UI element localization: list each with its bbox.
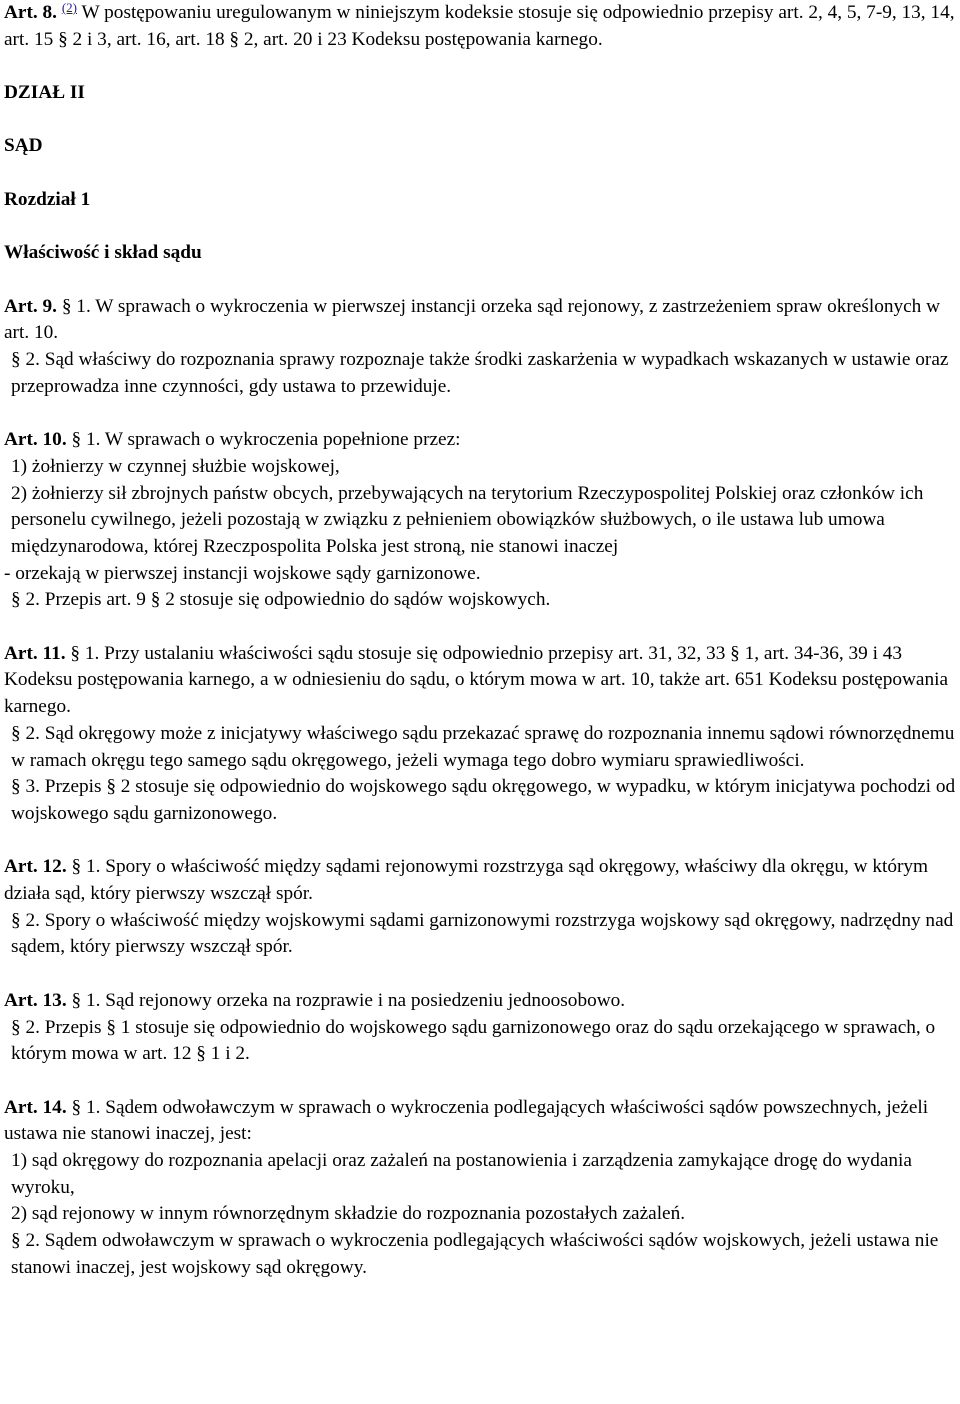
paragraph-3: § 3. Przepis § 2 stosuje się odpowiednio do wojskowego sądu okręgowego, w wypadku, w którym inicjatywa pochodzi od wojskowego sądu garnizonowego. xyxy=(11,776,956,824)
paragraph-2: § 2. Przepis art. 9 § 2 stosuje się odpowiednio do sądów wojskowych. xyxy=(11,589,551,611)
paragraph-1: § 1. W sprawach o wykroczenia popełnione przez: xyxy=(66,429,461,451)
paragraph-1: § 1. Sądem odwoławczym w sprawach o wykroczenia podlegających właściwości sądów powszechnych, jeżeli ustawa nie stanowi inaczej, jest: xyxy=(4,1096,929,1145)
closing-clause: - orzekają w pierwszej instancji wojskowe sądy garnizonowe. xyxy=(4,562,481,584)
paragraph-2: § 2. Sąd właściwy do rozpoznania sprawy rozpoznaje także środki zaskarżenia w wypadkach wskazanych w ustawie oraz przeprowadza inne czynności, gdy ustawa to przewiduje. xyxy=(11,349,949,397)
article-text: W postępowaniu uregulowanym w niniejszym kodeksie stosuje się odpowiednio przepisy art. 2, 4, 5, 7-9, 13, 14, art. 15 § 2 i 3, art. 16, art. 18 § 2, art. 20 i 23 Kodeksu postępowania karnego. xyxy=(4,2,955,50)
article-14 xyxy=(4,1095,956,1148)
paragraph-2: § 2. Sądem odwoławczym w sprawach o wykroczenia podlegających właściwości sądów wojskowych, jeżeli ustawa nie stanowi inaczej, jest wojskowy sąd okręgowy. xyxy=(11,1230,939,1278)
part-heading: SĄD xyxy=(4,135,43,157)
paragraph-1: § 1. Przy ustalaniu właściwości sądu stosuje się odpowiednio przepisy art. 31, 32, 33 § 1, art. 34-36, 39 i 43 Kodeksu postępowania karnego, a w odniesieniu do sądu, o którym mowa w art. 10, także art. 651 Kodeksu postępowania karnego. xyxy=(4,642,949,718)
chapter-title: Właściwość i skład sądu xyxy=(4,242,202,264)
list-item-2: 2) sąd rejonowy w innym równorzędnym składzie do rozpoznania pozostałych zażaleń. xyxy=(11,1203,686,1225)
article-9 xyxy=(4,294,956,347)
list-item-1: 1) żołnierzy w czynnej służbie wojskowej, xyxy=(11,455,340,477)
paragraph-1: § 1. Sąd rejonowy orzeka na rozprawie i na posiedzeniu jednoosobowo. xyxy=(66,989,626,1011)
chapter-heading: Rozdział 1 xyxy=(4,188,91,210)
paragraph-1: § 1. Spory o właściwość między sądami rejonowymi rozstrzyga sąd okręgowy, właściwy dla okręgu, w którym działa sąd, który pierwszy wszczął spór. xyxy=(4,856,929,905)
article-label: Art. 9. xyxy=(4,295,58,317)
paragraph-2: § 2. Spory o właściwość między wojskowymi sądami garnizonowymi rozstrzyga wojskowy sąd okręgowy, nadrzędny nad sądem, który pierwszy wszczął spór. xyxy=(11,909,954,958)
article-13 xyxy=(4,988,956,1015)
article-11 xyxy=(4,641,956,721)
paragraph-2: § 2. Przepis § 1 stosuje się odpowiednio do wojskowego sądu garnizonowego oraz do sądu orzekającego w sprawach, o którym mowa w art. 12 § 1 i 2. xyxy=(11,1016,936,1065)
article-label: Art. 8. xyxy=(4,2,58,23)
paragraph-1: § 1. W sprawach o wykroczenia w pierwszej instancji orzeka sąd rejonowy, z zastrzeżeniem spraw określonych w art. 10. xyxy=(4,295,941,344)
article-label: Art. 10. xyxy=(4,429,67,451)
article-label: Art. 12. xyxy=(4,856,67,878)
list-item-1: 1) sąd okręgowy do rozpoznania apelacji oraz zażaleń na postanowienia i zarządzenia zamykające drogę do wydania wyroku, xyxy=(11,1150,912,1198)
article-12 xyxy=(4,854,956,907)
article-label: Art. 14. xyxy=(4,1096,67,1118)
footnote-link[interactable]: (2) xyxy=(61,0,78,15)
article-10 xyxy=(4,427,956,454)
section-heading: DZIAŁ II xyxy=(4,82,85,104)
list-item-2: 2) żołnierzy sił zbrojnych państw obcych, przebywających na terytorium Rzeczypospolitej Polskiej oraz członków ich personelu cywilnego, jeżeli pozostają w związku z pełnieniem obowiązków służbowych, o ile ustawa lub umowa międzynarodowa, której Rzeczpospolita Polska jest stroną, nie stanowi inaczej xyxy=(11,482,924,557)
paragraph-2: § 2. Sąd okręgowy może z inicjatywy właściwego sądu przekazać sprawę do rozpoznania innemu sądowi równorzędnemu w ramach okręgu tego samego sądu okręgowego, jeżeli wymaga tego dobro wymiaru sprawiedliwości. xyxy=(11,722,955,771)
article-8 xyxy=(4,0,956,53)
article-label: Art. 11. xyxy=(4,642,66,664)
article-label: Art. 13. xyxy=(4,989,67,1011)
